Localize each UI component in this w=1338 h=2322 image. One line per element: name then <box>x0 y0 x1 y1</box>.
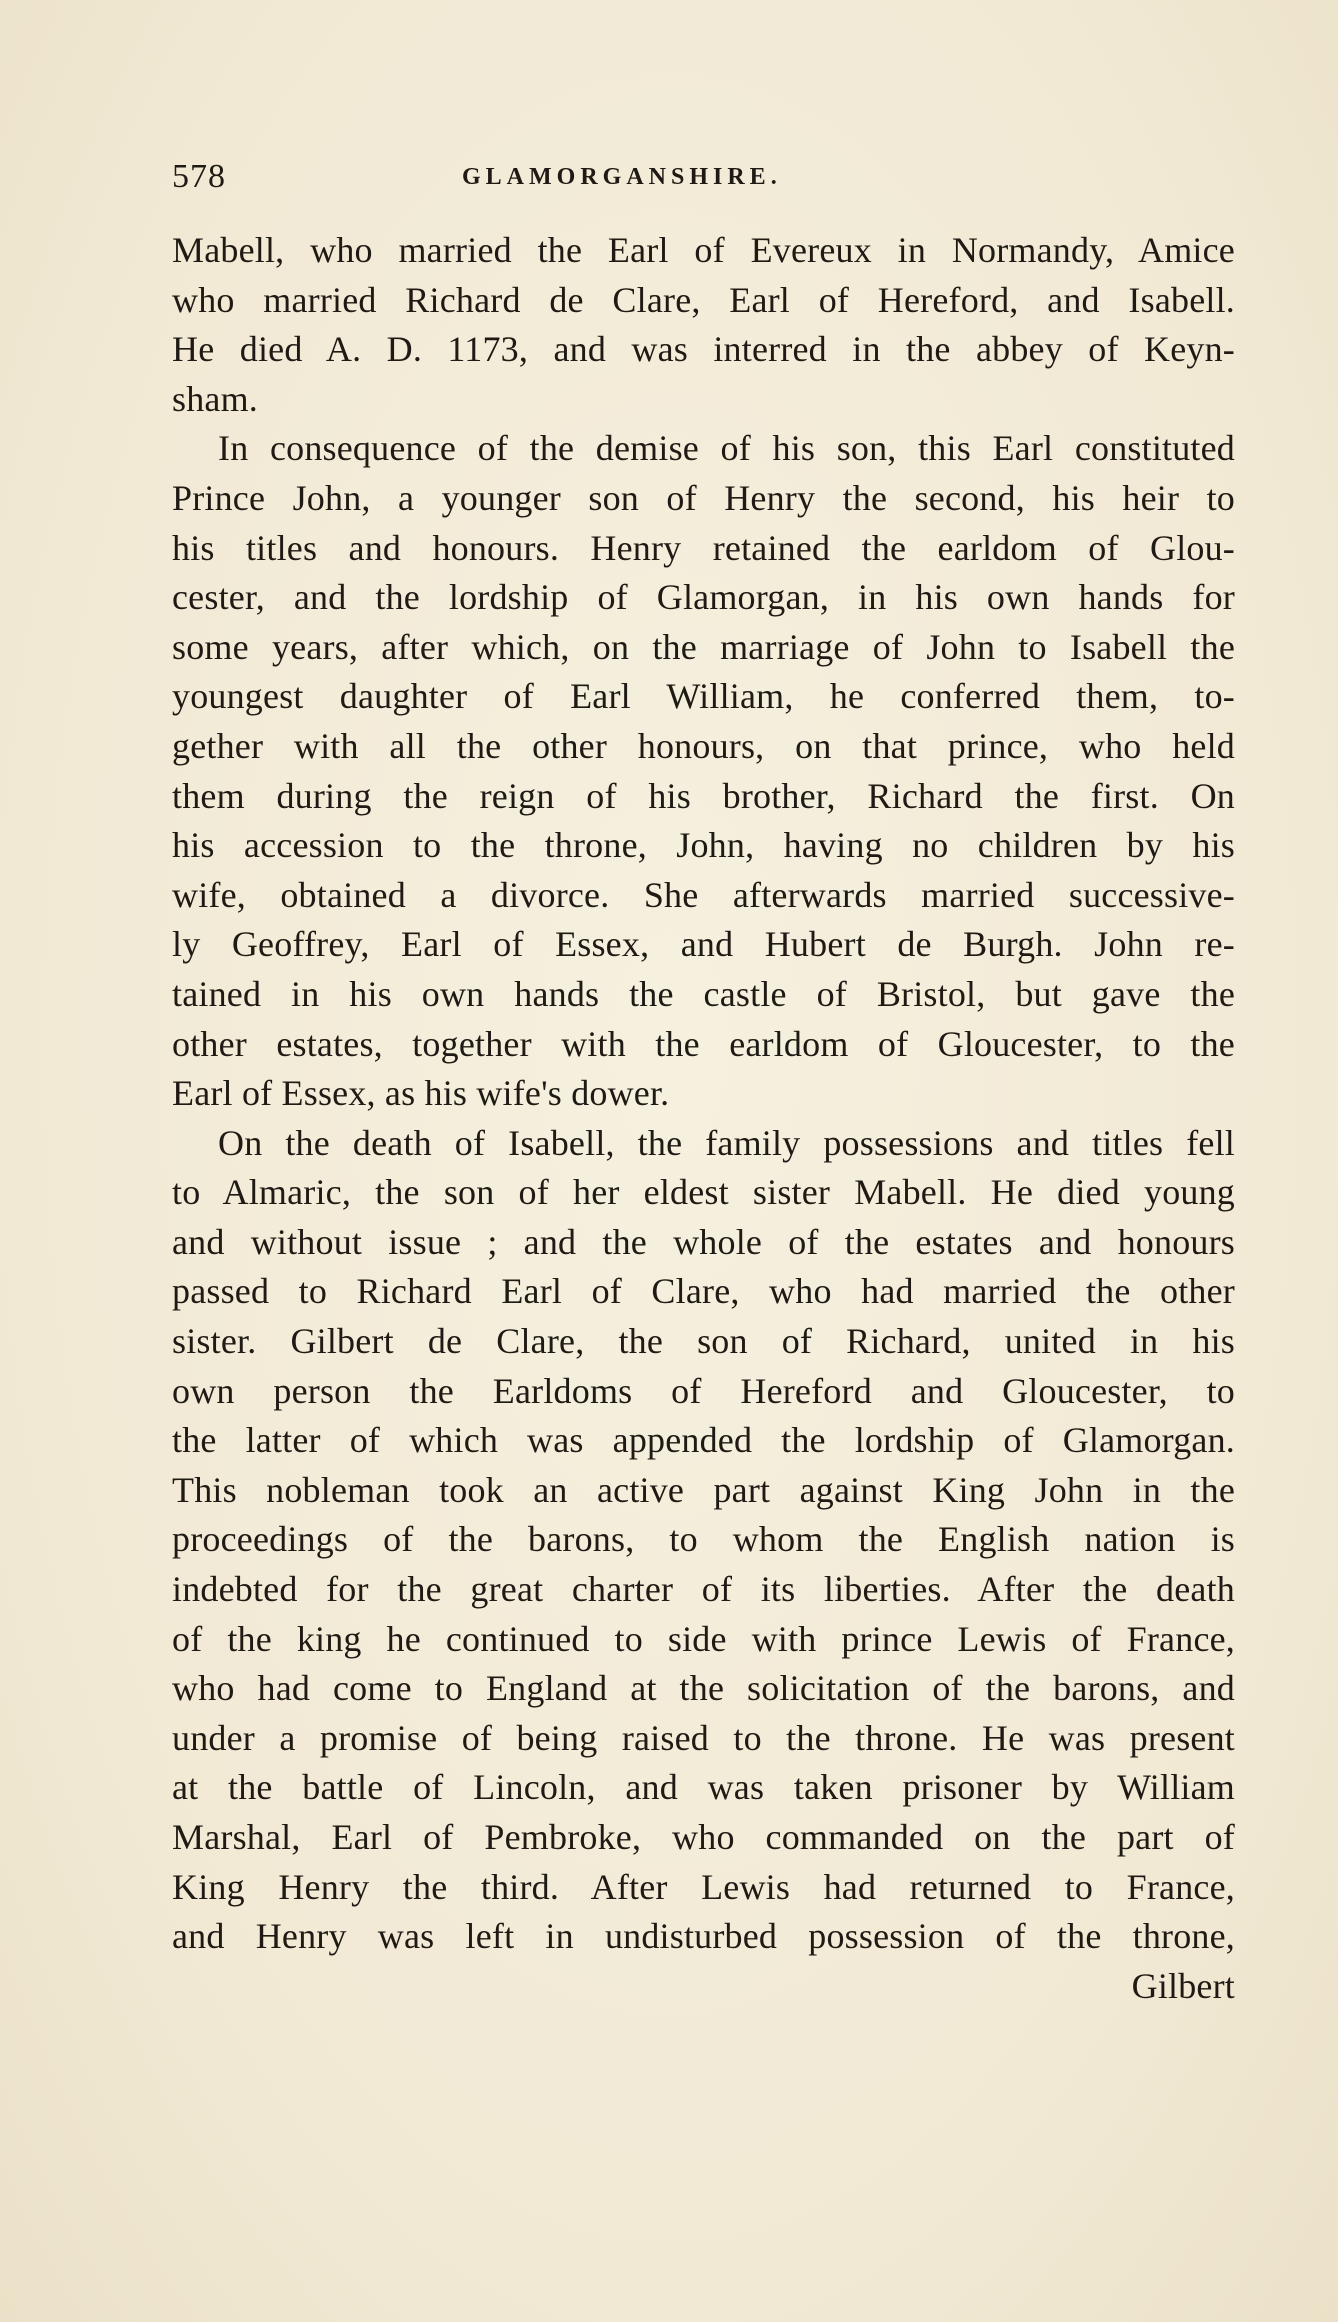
text-line: them during the reign of his brother, Richard the first. On <box>172 775 1235 816</box>
text-line: In consequence of the demise of his son, this Earl constituted <box>218 428 1235 469</box>
text-line: who married Richard de Clare, Earl of Hereford, and Isabell. <box>172 279 1235 320</box>
text-line: the latter of which was appended the lordship of Glamorgan. <box>172 1420 1235 1461</box>
catchword: Gilbert <box>1131 1965 1235 2006</box>
body-text <box>172 226 1235 2011</box>
text-line: wife, obtained a divorce. She afterwards married successive- <box>172 874 1235 915</box>
text-line: at the battle of Lincoln, and was taken prisoner by William <box>172 1767 1235 1808</box>
text-line: King Henry the third. After Lewis had returned to France, <box>172 1866 1235 1907</box>
text-line: passed to Richard Earl of Clare, who had married the other <box>172 1271 1235 1312</box>
text-line: sham. <box>172 378 258 419</box>
text-line: who had come to England at the solicitation of the barons, and <box>172 1668 1235 1709</box>
text-line: On the death of Isabell, the family possessions and titles fell <box>218 1122 1235 1163</box>
text-line: and without issue ; and the whole of the estates and honours <box>172 1221 1235 1262</box>
text-line: his accession to the throne, John, having no children by his <box>172 825 1235 866</box>
text-line: and Henry was left in undisturbed possession of the throne, <box>172 1916 1235 1957</box>
text-line: Prince John, a younger son of Henry the second, his heir to <box>172 477 1235 518</box>
text-line: This nobleman took an active part against King John in the <box>172 1469 1235 1510</box>
text-line: Marshal, Earl of Pembroke, who commanded on the part of <box>172 1817 1235 1857</box>
text-line: sister. Gilbert de Clare, the son of Richard, united in his <box>172 1321 1235 1362</box>
running-head: GLAMORGANSHIRE. <box>462 164 782 190</box>
text-line: ly Geoffrey, Earl of Essex, and Hubert de Burgh. John re- <box>172 924 1235 965</box>
text-line: cester, and the lordship of Glamorgan, in his own hands for <box>172 577 1235 618</box>
text-line: to Almaric, the son of her eldest sister Mabell. He died young <box>172 1172 1235 1213</box>
text-line: some years, after which, on the marriage of John to Isabell the <box>172 626 1235 667</box>
text-line: He died A. D. 1173, and was interred in the abbey of Keyn- <box>172 329 1235 370</box>
text-line: youngest daughter of Earl William, he conferred them, to- <box>172 676 1235 717</box>
text-line: gether with all the other honours, on that prince, who held <box>172 725 1235 766</box>
text-line: under a promise of being raised to the throne. He was present <box>172 1717 1235 1758</box>
page-header <box>172 158 1232 202</box>
text-line: Earl of Essex, as his wife's dower. <box>172 1073 670 1114</box>
text-line: other estates, together with the earldom of Gloucester, to the <box>172 1023 1235 1064</box>
text-line: own person the Earldoms of Hereford and Gloucester, to <box>172 1370 1235 1411</box>
text-line: indebted for the great charter of its liberties. After the death <box>172 1569 1235 1610</box>
text-line: his titles and honours. Henry retained the earldom of Glou- <box>172 527 1235 568</box>
page-number: 578 <box>172 158 226 195</box>
text-line: proceedings of the barons, to whom the English nation is <box>172 1519 1235 1560</box>
text-line: of the king he continued to side with prince Lewis of France, <box>172 1618 1235 1659</box>
text-line: tained in his own hands the castle of Bristol, but gave the <box>172 973 1235 1014</box>
text-line: Mabell, who married the Earl of Evereux in Normandy, Amice <box>172 230 1235 270</box>
